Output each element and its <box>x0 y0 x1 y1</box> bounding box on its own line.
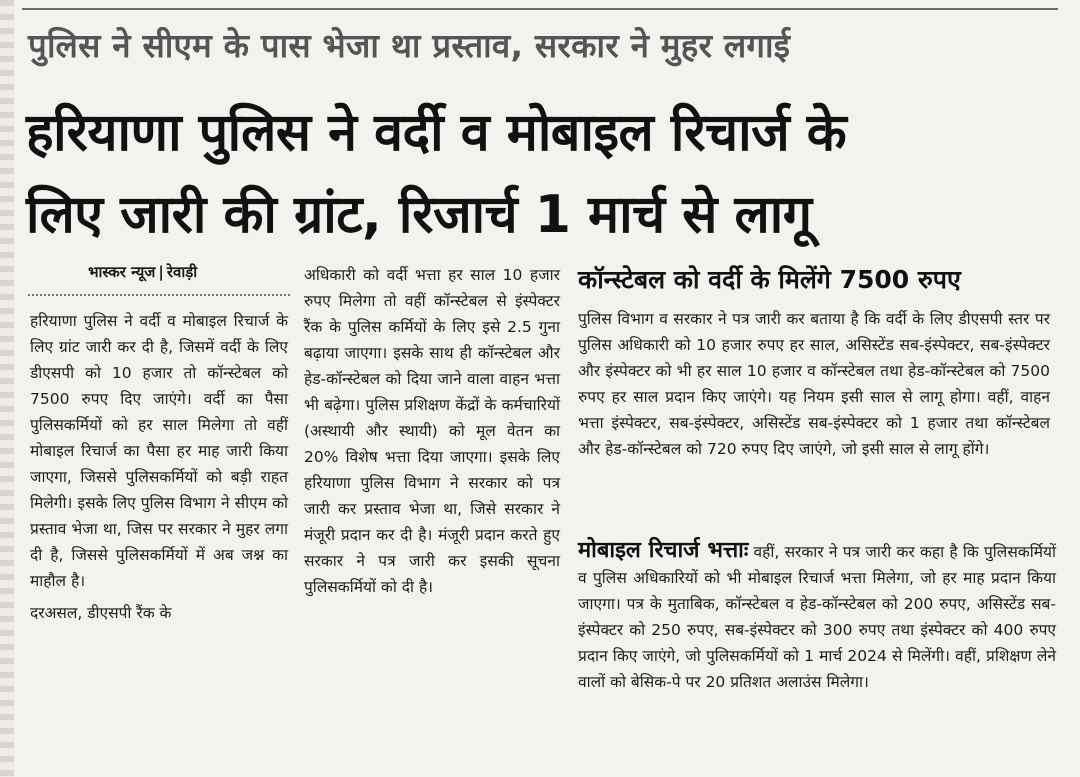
byline-place: रेवाड़ी <box>166 263 198 281</box>
column-4 <box>578 538 1056 695</box>
byline-divider <box>28 294 290 296</box>
byline-source: भास्कर न्यूज <box>88 263 156 281</box>
main-headline <box>26 92 1066 256</box>
column-2: अधिकारी को वर्दी भत्ता हर साल 10 हजार रुपए मिलेगा तो वहीं कॉन्स्टेबल से इंस्पेक्टर रैंक के पुलिस कर्मियों के लिए इसे 2.5 गुना बढ़ाया जाएगा। इसके साथ ही कॉन्स्टेबल और हेड-कॉन्स्टेबल को दिया जाने वाला वाहन भत्ता भी बढ़ेगा। पुलिस प्रशिक्षण केंद्रों के कर्मचारियों (अस्थायी और स्थायी) को मूल वेतन का 20% विशेष भत्ता दिया जाएगा। इसके लिए हरियाणा पुलिस विभाग ने सरकार को पत्र जारी कर प्रस्ताव भेजा था, जिसे सरकार ने मंजूरी प्रदान कर दी है। मंजूरी प्रदान करते हुए सरकार ने पत्र जारी कर इसकी सूचना पुलिसकर्मियों को दी है। <box>304 266 560 596</box>
subheading-uniform: कॉन्स्टेबल को वर्दी के मिलेंगे 7500 रुपए <box>578 265 961 294</box>
byline-separator: | <box>158 263 164 281</box>
column-4-text: वहीं, सरकार ने पत्र जारी कर कहा है कि पुलिसकर्मियों व पुलिस अधिकारियों को भी मोबाइल रिचार्ज भत्ता मिलेगा, जो हर माह प्रदान किया जाएगा। पत्र के मुताबिक, कॉन्स्टेबल व हेड-कॉन्स्टेबल को 200 रुपए, असिस्टेंड सब-इंस्पेक्टर को 250 रुपए, सब-इंस्पेक्टर को 300 रुपए तथा इंस्पेक्टर को 400 रुपए प्रदान किए जाएंगे, जो पुलिसकर्मियों को 1 मार्च 2024 से मिलेंगी। वहीं, प्रशिक्षण लेने वालों को बेसिक-पे पर 20 प्रतिशत अलाउंस मिलेगा। <box>578 543 1056 691</box>
byline <box>88 262 288 282</box>
column-3: पुलिस विभाग व सरकार ने पत्र जारी कर बताया है कि वर्दी के लिए डीएसपी स्तर पर पुलिस अधिकारी को 10 हजार रुपए हर साल, असिस्टेंड सब-इंस्पेक्टर, सब-इंस्पेक्टर और इंस्पेक्टर को भी हर साल 10 हजार व कॉन्स्टेबल तथा हेड-कॉन्स्टेबल को 7500 रुपए हर साल प्रदान किए जाएंगे। यह नियम इसी साल से लागू होगा। वहीं, वाहन भत्ता इंस्पेक्टर, सब-इंस्पेक्टर, असिस्टेंड सब-इंस्पेक्टर को 1 हजार तथा कॉन्स्टेबल और हेड-कॉन्स्टेबल को 720 रुपए दिए जाएंगे, जो इसी साल से लागू होंगे। <box>578 310 1050 458</box>
headline-line-1: हरियाणा पुलिस ने वर्दी व मोबाइल रिचार्ज के <box>26 103 847 163</box>
column-1-text: हरियाणा पुलिस ने वर्दी व मोबाइल रिचार्ज के लिए ग्रांट जारी कर दी है, जिसमें वर्दी के लिए डीएसपी को 10 हजार तो कॉन्स्टेबल को 7500 रुपए दिए जाएंगे। वर्दी का पैसा पुलिसकर्मियों को हर साल मिलेगा तो वहीं मोबाइल रिचार्ज का पैसा हर माह जारी किया जाएगा, जिससे पुलिसकर्मियों को बड़ी राहत मिलेगी। इसके लिए पुलिस विभाग ने सीएम को प्रस्ताव भेजा था, जिस पर सरकार ने मुहर लगा दी है, जिससे पुलिसकर्मियों में अब जश्न का माहौल है। <box>30 312 288 590</box>
column-1 <box>30 308 288 626</box>
top-rule <box>22 8 1058 10</box>
column-1-tail: दरअसल, डीएसपी रैंक के <box>30 604 172 622</box>
kicker-headline: पुलिस ने सीएम के पास भेजा था प्रस्ताव, सरकार ने मुहर लगाई <box>28 26 791 65</box>
headline-line-2: लिए जारी की ग्रांट, रिजार्च 1 मार्च से लागू <box>26 185 812 245</box>
subheading-mobile-recharge: मोबाइल रिचार्ज भत्ताः <box>578 538 749 563</box>
adjacent-column-edge <box>0 0 14 777</box>
